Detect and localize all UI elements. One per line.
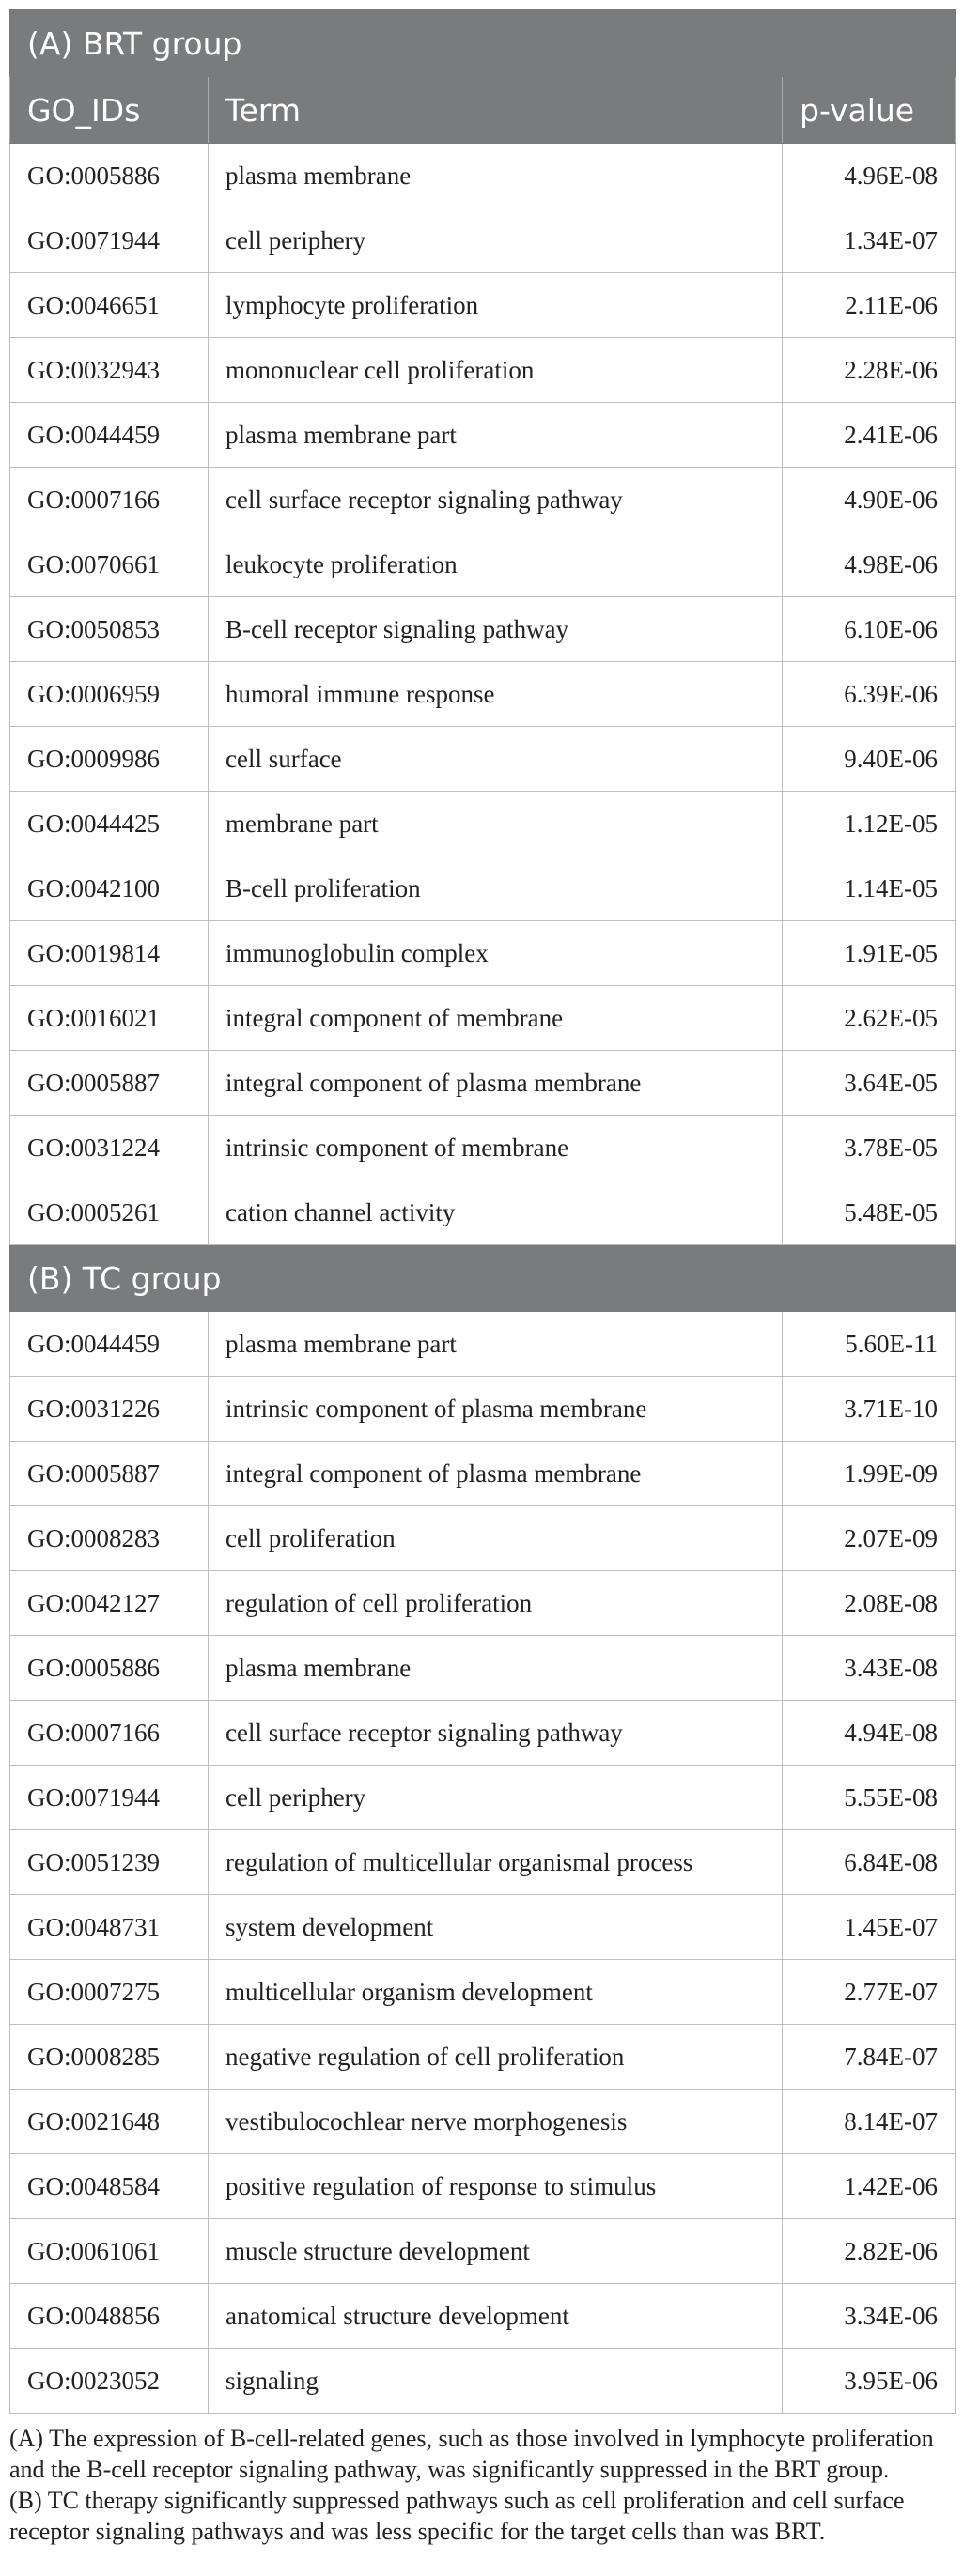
p-value-cell: 1.12E-05 (783, 792, 956, 856)
table-row (10, 2219, 956, 2284)
go-id-cell: GO:0007166 (10, 1701, 209, 1766)
term-cell: leukocyte proliferation (209, 532, 783, 597)
term-cell: cell periphery (209, 1766, 783, 1830)
p-value-cell: 6.39E-06 (783, 662, 956, 727)
table-row (10, 1312, 956, 1377)
term-cell: cell surface receptor signaling pathway (209, 468, 783, 532)
go-id-cell: GO:0019814 (10, 921, 209, 986)
p-value-cell: 3.34E-06 (783, 2284, 956, 2349)
table-row (10, 792, 956, 856)
group-header-row (10, 1245, 956, 1312)
table-row (10, 727, 956, 792)
p-value-cell: 1.42E-06 (783, 2154, 956, 2219)
go-id-cell: GO:0006959 (10, 662, 209, 727)
table-row (10, 2025, 956, 2090)
p-value-cell: 2.62E-05 (783, 986, 956, 1051)
term-cell: B-cell receptor signaling pathway (209, 597, 783, 662)
go-id-cell: GO:0007275 (10, 1960, 209, 2025)
table-row (10, 1766, 956, 1830)
go-id-cell: GO:0048856 (10, 2284, 209, 2349)
go-id-cell: GO:0005886 (10, 1636, 209, 1701)
header-p-value: p-value (783, 77, 956, 144)
term-cell: muscle structure development (209, 2219, 783, 2284)
go-id-cell: GO:0048731 (10, 1895, 209, 1960)
table-row (10, 403, 956, 468)
go-id-cell: GO:0044459 (10, 1312, 209, 1377)
go-id-cell: GO:0005261 (10, 1180, 209, 1245)
p-value-cell: 1.45E-07 (783, 1895, 956, 1960)
p-value-cell: 1.99E-09 (783, 1442, 956, 1506)
term-cell: immunoglobulin complex (209, 921, 783, 986)
p-value-cell: 9.40E-06 (783, 727, 956, 792)
table-row (10, 2090, 956, 2154)
p-value-cell: 2.11E-06 (783, 273, 956, 338)
footnote-a: (A) The expression of B-cell-related genes, such as those involved in lymphocyte proliferation and the B-cell receptor signaling pathway, was significantly suppressed in the BRT group. (9, 2425, 934, 2483)
go-id-cell: GO:0048584 (10, 2154, 209, 2219)
table-row (10, 921, 956, 986)
term-cell: humoral immune response (209, 662, 783, 727)
p-value-cell: 4.98E-06 (783, 532, 956, 597)
table-row (10, 1116, 956, 1180)
term-cell: B-cell proliferation (209, 856, 783, 921)
p-value-cell: 1.91E-05 (783, 921, 956, 986)
p-value-cell: 2.28E-06 (783, 338, 956, 403)
term-cell: plasma membrane part (209, 1312, 783, 1377)
group-header-row (10, 10, 956, 77)
table-row (10, 1377, 956, 1442)
p-value-cell: 6.84E-08 (783, 1830, 956, 1895)
header-term: Term (209, 77, 783, 144)
footnote-b: (B) TC therapy significantly suppressed pathways such as cell proliferation and cell surface receptor signaling pathways and was less specific for the target cells than was BRT. (9, 2487, 905, 2545)
term-cell: cell periphery (209, 208, 783, 273)
go-id-cell: GO:0044459 (10, 403, 209, 468)
term-cell: membrane part (209, 792, 783, 856)
term-cell: intrinsic component of membrane (209, 1116, 783, 1180)
go-id-cell: GO:0046651 (10, 273, 209, 338)
p-value-cell: 2.82E-06 (783, 2219, 956, 2284)
table-row (10, 662, 956, 727)
column-header-row (10, 77, 956, 144)
term-cell: regulation of cell proliferation (209, 1571, 783, 1636)
table-row (10, 144, 956, 208)
table-row (10, 986, 956, 1051)
p-value-cell: 4.94E-08 (783, 1701, 956, 1766)
p-value-cell: 7.84E-07 (783, 2025, 956, 2090)
term-cell: negative regulation of cell proliferation (209, 2025, 783, 2090)
term-cell: lymphocyte proliferation (209, 273, 783, 338)
table-row (10, 1571, 956, 1636)
go-id-cell: GO:0071944 (10, 208, 209, 273)
table-row (10, 856, 956, 921)
go-id-cell: GO:0005887 (10, 1442, 209, 1506)
p-value-cell: 5.48E-05 (783, 1180, 956, 1245)
go-id-cell: GO:0031226 (10, 1377, 209, 1442)
term-cell: system development (209, 1895, 783, 1960)
go-id-cell: GO:0007166 (10, 468, 209, 532)
table-row (10, 1830, 956, 1895)
term-cell: regulation of multicellular organismal process (209, 1830, 783, 1895)
table-row (10, 597, 956, 662)
p-value-cell: 3.64E-05 (783, 1051, 956, 1116)
term-cell: mononuclear cell proliferation (209, 338, 783, 403)
term-cell: integral component of plasma membrane (209, 1442, 783, 1506)
p-value-cell: 2.77E-07 (783, 1960, 956, 2025)
term-cell: cell proliferation (209, 1506, 783, 1571)
p-value-cell: 4.90E-06 (783, 468, 956, 532)
p-value-cell: 3.43E-08 (783, 1636, 956, 1701)
term-cell: multicellular organism development (209, 1960, 783, 2025)
table-footnotes (9, 2423, 955, 2547)
term-cell: signaling (209, 2349, 783, 2414)
go-id-cell: GO:0021648 (10, 2090, 209, 2154)
p-value-cell: 2.08E-08 (783, 1571, 956, 1636)
go-id-cell: GO:0005886 (10, 144, 209, 208)
p-value-cell: 4.96E-08 (783, 144, 956, 208)
p-value-cell: 3.78E-05 (783, 1116, 956, 1180)
go-id-cell: GO:0009986 (10, 727, 209, 792)
term-cell: integral component of membrane (209, 986, 783, 1051)
go-id-cell: GO:0008283 (10, 1506, 209, 1571)
p-value-cell: 2.41E-06 (783, 403, 956, 468)
p-value-cell: 2.07E-09 (783, 1506, 956, 1571)
p-value-cell: 3.71E-10 (783, 1377, 956, 1442)
table-row (10, 338, 956, 403)
term-cell: vestibulocochlear nerve morphogenesis (209, 2090, 783, 2154)
go-id-cell: GO:0016021 (10, 986, 209, 1051)
table-row (10, 468, 956, 532)
table-row (10, 1506, 956, 1571)
go-id-cell: GO:0042127 (10, 1571, 209, 1636)
group-title: (A) BRT group (10, 10, 956, 77)
term-cell: intrinsic component of plasma membrane (209, 1377, 783, 1442)
group-title: (B) TC group (10, 1245, 956, 1312)
go-id-cell: GO:0044425 (10, 792, 209, 856)
go-enrichment-table (9, 9, 956, 2414)
p-value-cell: 1.34E-07 (783, 208, 956, 273)
table-row (10, 2284, 956, 2349)
table-row (10, 273, 956, 338)
table-row (10, 208, 956, 273)
term-cell: anatomical structure development (209, 2284, 783, 2349)
term-cell: cell surface receptor signaling pathway (209, 1701, 783, 1766)
term-cell: plasma membrane part (209, 403, 783, 468)
term-cell: plasma membrane (209, 1636, 783, 1701)
go-table-container (9, 9, 955, 2547)
term-cell: cation channel activity (209, 1180, 783, 1245)
table-row (10, 2349, 956, 2414)
table-row (10, 1180, 956, 1245)
p-value-cell: 8.14E-07 (783, 2090, 956, 2154)
go-id-cell: GO:0042100 (10, 856, 209, 921)
go-id-cell: GO:0071944 (10, 1766, 209, 1830)
go-id-cell: GO:0061061 (10, 2219, 209, 2284)
table-row (10, 1895, 956, 1960)
go-id-cell: GO:0031224 (10, 1116, 209, 1180)
p-value-cell: 5.55E-08 (783, 1766, 956, 1830)
term-cell: plasma membrane (209, 144, 783, 208)
term-cell: integral component of plasma membrane (209, 1051, 783, 1116)
go-id-cell: GO:0008285 (10, 2025, 209, 2090)
go-id-cell: GO:0070661 (10, 532, 209, 597)
table-row (10, 1960, 956, 2025)
table-row (10, 1051, 956, 1116)
table-row (10, 1636, 956, 1701)
table-row (10, 532, 956, 597)
go-id-cell: GO:0005887 (10, 1051, 209, 1116)
header-go-ids: GO_IDs (10, 77, 209, 144)
p-value-cell: 1.14E-05 (783, 856, 956, 921)
table-row (10, 2154, 956, 2219)
go-id-cell: GO:0023052 (10, 2349, 209, 2414)
p-value-cell: 3.95E-06 (783, 2349, 956, 2414)
p-value-cell: 5.60E-11 (783, 1312, 956, 1377)
p-value-cell: 6.10E-06 (783, 597, 956, 662)
table-row (10, 1701, 956, 1766)
term-cell: cell surface (209, 727, 783, 792)
go-id-cell: GO:0032943 (10, 338, 209, 403)
table-row (10, 1442, 956, 1506)
go-id-cell: GO:0051239 (10, 1830, 209, 1895)
go-id-cell: GO:0050853 (10, 597, 209, 662)
term-cell: positive regulation of response to stimulus (209, 2154, 783, 2219)
